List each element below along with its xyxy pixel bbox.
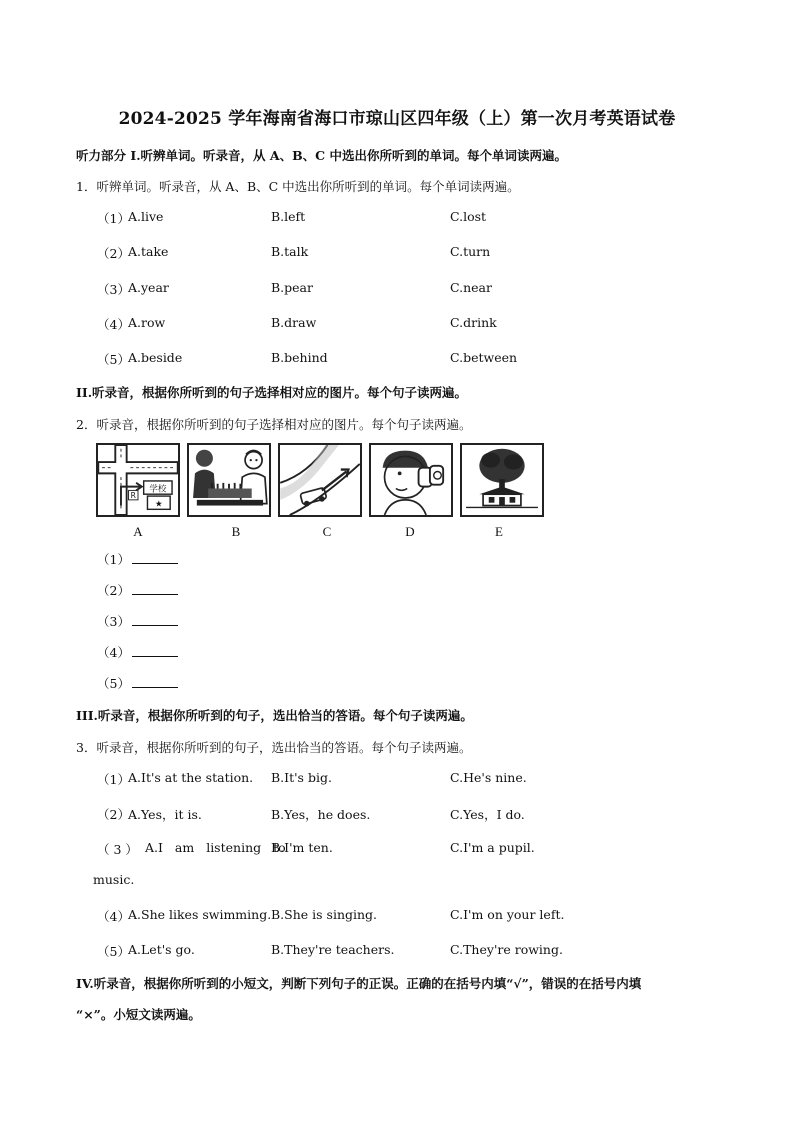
answer-line[interactable]: [132, 614, 178, 626]
question-2-prompt: 2．听录音，根据你所听到的句子选择相对应的图片。每个句子读两遍。: [76, 417, 472, 432]
picture-d-binoculars: [369, 443, 453, 517]
q1-item-4-option-c: C.drink: [450, 315, 497, 330]
answer-line[interactable]: [132, 583, 178, 595]
q2-blank-5-num: （5）: [97, 676, 130, 691]
q3-item-1-num: （1）: [97, 772, 130, 787]
q3-item-2-option-c: C.Yes，I do.: [450, 807, 525, 822]
picture-label-e: E: [495, 524, 503, 539]
part1-heading: 听力部分 I.听辨单词。听录音，从 A、B、C 中选出你所听到的单词。每个单词读两遍。: [76, 148, 567, 163]
picture-strip: [96, 443, 546, 519]
q3-item-5-option-a: A.Let's go.: [128, 942, 195, 957]
q1-item-2-option-b: B.talk: [271, 244, 309, 259]
picture-e-tree-house: [460, 443, 544, 517]
q3-item-2-num: （2）: [97, 807, 130, 822]
question-3-prompt: 3．听录音，根据你所听到的句子，选出恰当的答语。每个句子读两遍。: [76, 740, 472, 755]
q1-item-1-num: （1）: [97, 211, 130, 226]
q2-blank-4-num: （4）: [97, 645, 130, 660]
page-title: 2024-2025 学年海南省海口市琼山区四年级（上）第一次月考英语试卷: [118, 109, 676, 129]
q1-item-4-option-a: A.row: [128, 315, 166, 330]
q1-item-4-option-b: B.draw: [271, 315, 317, 330]
answer-line[interactable]: [132, 552, 178, 564]
picture-c-car-on-road: [278, 443, 362, 517]
school-sign-text: 学校: [149, 484, 167, 495]
q3-item-4-option-c: C.I'm on your left.: [450, 907, 565, 922]
q3-item-4-option-b: B.She is singing.: [271, 907, 378, 922]
question-1-prompt: 1．听辨单词。听录音，从 A、B、C 中选出你所听到的单词。每个单词读两遍。: [76, 179, 520, 194]
answer-line[interactable]: [132, 676, 178, 688]
picture-a-road-map: [96, 443, 180, 517]
picture-label-a: A: [133, 524, 143, 539]
q2-blank-3-num: （3）: [97, 614, 130, 629]
r-sign-text: R: [130, 490, 136, 500]
q3-item-3-option-a-continued: music.: [93, 872, 135, 887]
part4-heading-line-2: “×”。小短文读两遍。: [76, 1007, 201, 1022]
q3-item-3-option-a: A.I am listening to: [145, 840, 286, 855]
q3-item-3-option-c: C.I'm a pupil.: [450, 840, 535, 855]
q3-item-1-option-a: A.It's at the station.: [128, 770, 254, 785]
picture-label-c: C: [322, 524, 332, 539]
q1-item-5-option-b: B.behind: [271, 350, 328, 365]
q1-item-5-num: （5）: [97, 352, 130, 367]
q1-item-3-option-c: C.near: [450, 280, 492, 295]
picture-label-d: D: [405, 524, 415, 539]
q2-blank-3[interactable]: [97, 612, 178, 630]
part4-heading-line-1: IV.听录音，根据你所听到的小短文，判断下列句子的正误。正确的在括号内填“√”，错误的在括号内填: [76, 976, 642, 991]
q2-blank-1-num: （1）: [97, 552, 130, 567]
q2-blank-5[interactable]: [97, 674, 178, 692]
q3-item-5-option-b: B.They're teachers.: [271, 942, 395, 957]
q1-item-5-option-a: A.beside: [128, 350, 183, 365]
svg-text:★: ★: [154, 499, 163, 510]
q2-blank-4[interactable]: [97, 643, 178, 661]
q1-item-3-option-b: B.pear: [271, 280, 313, 295]
q3-item-1-option-c: C.He's nine.: [450, 770, 527, 785]
q3-item-3-option-b: B.I'm ten.: [271, 840, 333, 855]
q1-item-4-num: （4）: [97, 317, 130, 332]
q3-item-5-num: （5）: [97, 944, 130, 959]
q1-item-1-option-b: B.left: [271, 209, 306, 224]
q1-item-2-num: （2）: [97, 246, 130, 261]
q1-item-3-option-a: A.year: [128, 280, 169, 295]
q1-item-2-option-c: C.turn: [450, 244, 491, 259]
q1-item-1-option-a: A.live: [128, 209, 164, 224]
part3-heading: III.听录音，根据你所听到的句子，选出恰当的答语。每个句子读两遍。: [76, 708, 473, 723]
q2-blank-1[interactable]: [97, 550, 178, 568]
q2-blank-2[interactable]: [97, 581, 178, 599]
picture-b-chess-players: [187, 443, 271, 517]
q1-item-5-option-c: C.between: [450, 350, 518, 365]
q3-item-5-option-c: C.They're rowing.: [450, 942, 563, 957]
q3-item-4-option-a: A.She likes swimming.: [128, 907, 272, 922]
q2-blank-2-num: （2）: [97, 583, 130, 598]
q3-item-4-num: （4）: [97, 909, 130, 924]
q1-item-2-option-a: A.take: [128, 244, 169, 259]
q1-item-1-option-c: C.lost: [450, 209, 487, 224]
picture-label-b: B: [231, 524, 241, 539]
q3-item-1-option-b: B.It's big.: [271, 770, 332, 785]
q1-item-3-num: （3）: [97, 282, 130, 297]
q3-item-3-num: （ 3 ）: [97, 842, 138, 857]
part2-heading: II.听录音，根据你所听到的句子选择相对应的图片。每个句子读两遍。: [76, 385, 468, 400]
q3-item-2-option-b: B.Yes，he does.: [271, 807, 371, 822]
answer-line[interactable]: [132, 645, 178, 657]
q3-item-2-option-a: A.Yes，it is.: [128, 807, 202, 822]
